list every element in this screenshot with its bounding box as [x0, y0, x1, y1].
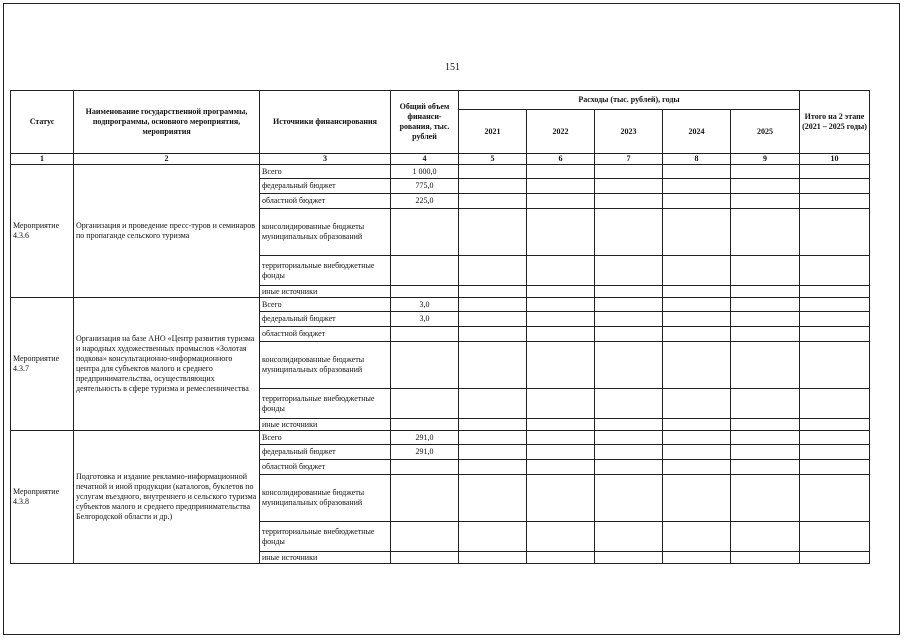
- year-expense-cell: [663, 256, 731, 286]
- stage-total-cell: [800, 475, 870, 522]
- year-expense-cell: [527, 419, 595, 431]
- funding-source: Всего: [260, 298, 391, 312]
- column-number: 8: [663, 154, 731, 165]
- column-number: 9: [731, 154, 800, 165]
- year-expense-cell: [731, 445, 800, 460]
- year-expense-cell: [663, 194, 731, 209]
- year-expense-cell: [731, 475, 800, 522]
- budget-table: [10, 90, 870, 564]
- year-expense-cell: [527, 256, 595, 286]
- total-funding-value: 775,0: [391, 179, 459, 194]
- year-expense-cell: [595, 327, 663, 342]
- column-number: 6: [527, 154, 595, 165]
- stage-total-cell: [800, 298, 870, 312]
- year-expense-cell: [595, 445, 663, 460]
- total-funding-value: [391, 475, 459, 522]
- year-expense-cell: [663, 522, 731, 552]
- year-expense-cell: [527, 194, 595, 209]
- year-expense-cell: [731, 209, 800, 256]
- year-expense-cell: [731, 298, 800, 312]
- year-expense-cell: [459, 342, 527, 389]
- year-expense-cell: [663, 460, 731, 475]
- stage-total-cell: [800, 389, 870, 419]
- year-expense-cell: [527, 298, 595, 312]
- column-number: 3: [260, 154, 391, 165]
- header-year: 2022: [527, 110, 595, 154]
- column-number: 7: [595, 154, 663, 165]
- year-expense-cell: [595, 342, 663, 389]
- year-expense-cell: [595, 312, 663, 327]
- year-expense-cell: [731, 327, 800, 342]
- year-expense-cell: [663, 312, 731, 327]
- year-expense-cell: [663, 431, 731, 445]
- year-expense-cell: [459, 286, 527, 298]
- year-expense-cell: [527, 552, 595, 564]
- year-expense-cell: [527, 179, 595, 194]
- stage-total-cell: [800, 552, 870, 564]
- header-program: Наименование государственной программы, подпрограммы, основного мероприятия, мероприятия: [74, 91, 260, 154]
- year-expense-cell: [459, 389, 527, 419]
- total-funding-value: [391, 256, 459, 286]
- total-funding-value: [391, 209, 459, 256]
- measure-status: Мероприятие 4.3.8: [11, 431, 74, 564]
- budget-table-body: [11, 165, 870, 564]
- year-expense-cell: [663, 327, 731, 342]
- year-expense-cell: [527, 209, 595, 256]
- stage-total-cell: [800, 256, 870, 286]
- total-funding-value: [391, 522, 459, 552]
- year-expense-cell: [527, 312, 595, 327]
- year-expense-cell: [731, 522, 800, 552]
- total-funding-value: [391, 342, 459, 389]
- year-expense-cell: [527, 286, 595, 298]
- total-funding-value: [391, 419, 459, 431]
- year-expense-cell: [731, 165, 800, 179]
- year-expense-cell: [595, 552, 663, 564]
- funding-source: территориальные внебюджетные фонды: [260, 389, 391, 419]
- header-total-volume: Общий объем финанси-рования, тыс. рублей: [391, 91, 459, 154]
- stage-total-cell: [800, 342, 870, 389]
- year-expense-cell: [663, 298, 731, 312]
- year-expense-cell: [595, 165, 663, 179]
- funding-source: иные источники: [260, 286, 391, 298]
- year-expense-cell: [731, 342, 800, 389]
- total-funding-value: 291,0: [391, 431, 459, 445]
- column-number: 2: [74, 154, 260, 165]
- year-expense-cell: [595, 475, 663, 522]
- header-year: 2025: [731, 110, 800, 154]
- year-expense-cell: [595, 286, 663, 298]
- measure-status: Мероприятие 4.3.6: [11, 165, 74, 298]
- year-expense-cell: [595, 256, 663, 286]
- stage-total-cell: [800, 419, 870, 431]
- total-funding-value: 225,0: [391, 194, 459, 209]
- funding-source: иные источники: [260, 552, 391, 564]
- header-year: 2024: [663, 110, 731, 154]
- measure-name: Организация на базе АНО «Центр развития туризма и народных художественных промыслов «Золотая подкова» консультационно-информационного центра для субъектов малого и среднего предпринимательства, осуществляющих деятельность в сфере туризма и ремесленничества: [74, 298, 260, 431]
- year-expense-cell: [459, 256, 527, 286]
- year-expense-cell: [595, 209, 663, 256]
- year-expense-cell: [527, 389, 595, 419]
- year-expense-cell: [595, 179, 663, 194]
- stage-total-cell: [800, 312, 870, 327]
- funding-source: территориальные внебюджетные фонды: [260, 522, 391, 552]
- funding-source: иные источники: [260, 419, 391, 431]
- year-expense-cell: [459, 298, 527, 312]
- year-expense-cell: [595, 460, 663, 475]
- stage-total-cell: [800, 431, 870, 445]
- column-number: 4: [391, 154, 459, 165]
- year-expense-cell: [459, 475, 527, 522]
- header-status: Статус: [11, 91, 74, 154]
- year-expense-cell: [459, 209, 527, 256]
- funding-source: федеральный бюджет: [260, 445, 391, 460]
- year-expense-cell: [731, 460, 800, 475]
- year-expense-cell: [731, 256, 800, 286]
- total-funding-value: [391, 286, 459, 298]
- stage-total-cell: [800, 327, 870, 342]
- year-expense-cell: [595, 419, 663, 431]
- year-expense-cell: [663, 179, 731, 194]
- year-expense-cell: [731, 286, 800, 298]
- header-sources: Источники финансирования: [260, 91, 391, 154]
- funding-source: областной бюджет: [260, 194, 391, 209]
- funding-source: федеральный бюджет: [260, 312, 391, 327]
- stage-total-cell: [800, 286, 870, 298]
- year-expense-cell: [731, 312, 800, 327]
- header-year: 2023: [595, 110, 663, 154]
- funding-source: областной бюджет: [260, 327, 391, 342]
- year-expense-cell: [595, 431, 663, 445]
- total-funding-value: 3,0: [391, 312, 459, 327]
- header-stage-total: Итого на 2 этапе (2021 – 2025 годы): [800, 91, 870, 154]
- year-expense-cell: [459, 419, 527, 431]
- total-funding-value: [391, 327, 459, 342]
- year-expense-cell: [663, 342, 731, 389]
- stage-total-cell: [800, 460, 870, 475]
- funding-source: консолидированные бюджеты муниципальных образований: [260, 475, 391, 522]
- total-funding-value: [391, 389, 459, 419]
- year-expense-cell: [459, 179, 527, 194]
- funding-source: консолидированные бюджеты муниципальных образований: [260, 209, 391, 256]
- year-expense-cell: [527, 522, 595, 552]
- measure-name: Подготовка и издание рекламно-информационной печатной и иной продукции (каталогов, буклетов по услугам въездного, внутреннего и сельского туризма субъектов малого и среднего предпринимательства Белгородской области и др.): [74, 431, 260, 564]
- year-expense-cell: [459, 552, 527, 564]
- table-row: [11, 298, 870, 312]
- header-expenses: Расходы (тыс. рублей), годы: [459, 91, 800, 110]
- year-expense-cell: [663, 286, 731, 298]
- stage-total-cell: [800, 209, 870, 256]
- year-expense-cell: [663, 389, 731, 419]
- stage-total-cell: [800, 165, 870, 179]
- year-expense-cell: [459, 445, 527, 460]
- column-number: 5: [459, 154, 527, 165]
- year-expense-cell: [663, 552, 731, 564]
- stage-total-cell: [800, 194, 870, 209]
- funding-source: консолидированные бюджеты муниципальных образований: [260, 342, 391, 389]
- year-expense-cell: [459, 522, 527, 552]
- stage-total-cell: [800, 445, 870, 460]
- year-expense-cell: [527, 342, 595, 389]
- year-expense-cell: [731, 431, 800, 445]
- total-funding-value: 3,0: [391, 298, 459, 312]
- year-expense-cell: [663, 419, 731, 431]
- year-expense-cell: [527, 431, 595, 445]
- funding-source: территориальные внебюджетные фонды: [260, 256, 391, 286]
- year-expense-cell: [527, 460, 595, 475]
- total-funding-value: [391, 460, 459, 475]
- header-year: 2021: [459, 110, 527, 154]
- year-expense-cell: [595, 298, 663, 312]
- measure-status: Мероприятие 4.3.7: [11, 298, 74, 431]
- year-expense-cell: [459, 460, 527, 475]
- year-expense-cell: [527, 327, 595, 342]
- total-funding-value: 1 000,0: [391, 165, 459, 179]
- stage-total-cell: [800, 522, 870, 552]
- year-expense-cell: [663, 475, 731, 522]
- year-expense-cell: [731, 552, 800, 564]
- year-expense-cell: [527, 165, 595, 179]
- funding-source: Всего: [260, 165, 391, 179]
- column-number-row: [11, 154, 870, 165]
- year-expense-cell: [459, 312, 527, 327]
- year-expense-cell: [527, 445, 595, 460]
- page-number: 151: [445, 62, 460, 73]
- year-expense-cell: [459, 431, 527, 445]
- year-expense-cell: [663, 209, 731, 256]
- year-expense-cell: [459, 327, 527, 342]
- stage-total-cell: [800, 179, 870, 194]
- year-expense-cell: [459, 194, 527, 209]
- year-expense-cell: [731, 194, 800, 209]
- table-row: [11, 165, 870, 179]
- total-funding-value: 291,0: [391, 445, 459, 460]
- year-expense-cell: [595, 389, 663, 419]
- column-number: 1: [11, 154, 74, 165]
- year-expense-cell: [527, 475, 595, 522]
- column-number: 10: [800, 154, 870, 165]
- measure-name: Организация и проведение пресс-туров и семинаров по пропаганде сельского туризма: [74, 165, 260, 298]
- year-expense-cell: [595, 522, 663, 552]
- year-expense-cell: [731, 389, 800, 419]
- year-expense-cell: [731, 419, 800, 431]
- year-expense-cell: [459, 165, 527, 179]
- year-expense-cell: [731, 179, 800, 194]
- funding-source: областной бюджет: [260, 460, 391, 475]
- year-expense-cell: [663, 165, 731, 179]
- total-funding-value: [391, 552, 459, 564]
- table-row: [11, 431, 870, 445]
- funding-source: Всего: [260, 431, 391, 445]
- year-expense-cell: [663, 445, 731, 460]
- funding-source: федеральный бюджет: [260, 179, 391, 194]
- year-expense-cell: [595, 194, 663, 209]
